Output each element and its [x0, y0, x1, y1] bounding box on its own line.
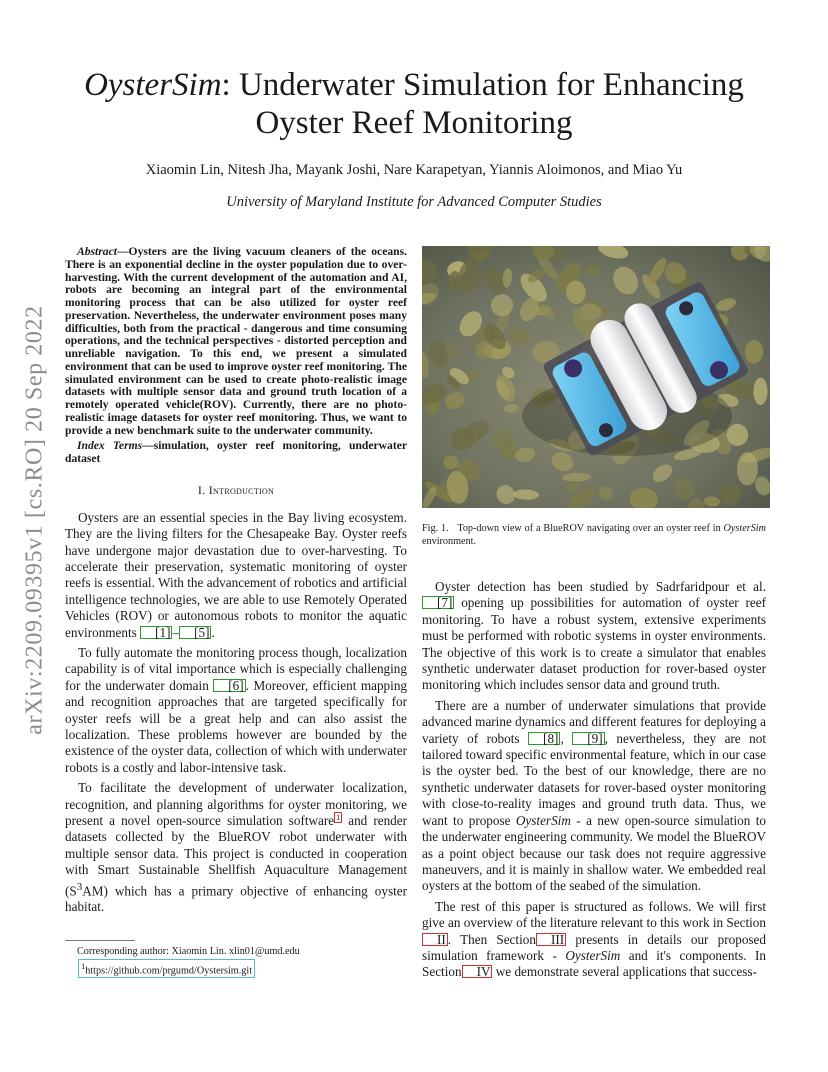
right-paragraph-1	[422, 579, 766, 694]
intro-p1-dash: –	[172, 624, 180, 640]
section-heading-introduction: I. Introduction	[197, 482, 275, 497]
intro-p1-end: .	[211, 624, 215, 640]
figure-caption-text: Top-down view of a BlueROV navigating over an oyster reef in	[457, 523, 724, 534]
intro-p2-text-end: . Moreover, efficient mapping and recognition approaches that are targeted specifically for oyster reefs will be a great help and can also assist the localization. These problems however are bounded by the existence of the oyster data, collection of which with underwater robots is a costly and labor-intensive task.	[65, 677, 408, 775]
right-p2-text-mid: , nevertheless, they are not tailored toward specific environmental feature, which in our case is the oyster bed. To the best of our knowledge, there are no synthetic underwater datasets for rover-based oyster monitoring with close-to-reality images and ground truth data. Thus, we want to propose	[422, 730, 767, 828]
footnote-url-mark: 1	[81, 961, 86, 971]
right-p3-text-d: and it's components. In Section	[422, 947, 767, 980]
abstract	[65, 246, 407, 437]
citation-7[interactable]: [7]	[422, 596, 454, 609]
right-p2-italic: OysterSim	[515, 812, 571, 828]
figure-caption-italic: OysterSim	[723, 523, 766, 534]
abstract-lead: Abstract	[77, 245, 117, 258]
citation-9[interactable]: [9]	[572, 732, 604, 745]
citation-5[interactable]: [5]	[179, 626, 211, 639]
intro-p3-text-mid: and render datasets collected by the BlueROV robot underwater with multiple sensor data. This project is conducted in cooperation with Smart Sustainable Shellfish Aquaculture Management (S	[65, 813, 408, 899]
right-column	[422, 579, 766, 985]
right-p2-text: There are a number of underwater simulations that provide advanced marine dynamics and different features for deploying a variety of robots	[422, 697, 766, 746]
right-p3-text: The rest of this paper is structured as follows. We will first give an overview of the literature relevant to this work in Section	[422, 898, 766, 931]
index-terms-text: —simulation, oyster reef monitoring, underwater dataset	[65, 439, 407, 465]
right-paragraph-3	[422, 899, 766, 981]
section-ref-iii[interactable]: III	[536, 933, 566, 946]
right-p3-text-b: . Then Section	[447, 931, 536, 947]
index-terms-lead: Index Terms	[77, 439, 143, 453]
oyster-shell	[753, 378, 767, 406]
right-p2-sep: ,	[560, 730, 573, 746]
intro-p3-text-end: AM) which has a primary objective of enhancing oyster habitat.	[65, 883, 407, 915]
intro-paragraph-1	[65, 510, 407, 641]
title-italic: OysterSim	[84, 67, 222, 103]
figure-rov-oyster-reef	[422, 246, 770, 508]
intro-p2-text: To fully automate the monitoring process though, localization capability is of vital importance which is especially challenging for the underwater domain	[65, 645, 407, 693]
rov-render-image	[422, 246, 770, 508]
figure-caption	[422, 522, 766, 548]
intro-p3-text: To facilitate the development of underwater localization, recognition, and planning algorithms for oyster monitoring, we present a novel open-source simulation software	[65, 780, 407, 829]
title-rest: : Underwater Simulation for Enhancing Oyster Reef Monitoring	[221, 67, 744, 141]
citation-6[interactable]: [6]	[213, 679, 245, 692]
index-terms	[65, 440, 407, 466]
right-p1-text-end: opening up possibilities for automation of oyster reef monitoring. To have a robust system, extensive experiments must be performed with robotic systems in oyster environments. The objective of this work is to create a simulator that enables synthetic underwater dataset production for rover-based oyster monitoring which includes sensor data and ground truth.	[422, 595, 766, 693]
affiliation: University of Maryland Institute for Advanced Computer Studies	[226, 194, 602, 210]
right-p1-text: Oyster detection has been studied by Sadrfaridpour et al.	[435, 579, 766, 594]
arxiv-identifier	[20, 285, 50, 755]
footnote-rule	[65, 940, 135, 941]
footnote-corresponding-author: Corresponding author: Xiaomin Lin. xlin01@umd.edu	[77, 946, 300, 957]
abstract-text: —Oysters are the living vacuum cleaners of the oceans. There is an exponential decline in the oyster population due to over-harvesting. With the current development of the automation and AI, robots are becoming an integral part of the environmental monitoring process that can be also utilized for oyster reef preservation. Nevertheless, the underwater environment poses many difficulties, both from the practical - dangerous and time consuming operations, and the technical perspectives - distorted perception and unreliable navigation. To this end, we present a simulated environment that can be used to improve oyster reef monitoring. The simulated environment can be used to create photo-realistic image datasets with multiple sensor data and ground truth location of a remotely operated vehicle(ROV). Currently, there are no photo-realistic image datasets for oyster reef monitoring. Thus, we want to provide a new benchmark suite to the underwater community.	[65, 245, 407, 437]
paper-title	[60, 66, 768, 142]
citation-1[interactable]: [1]	[140, 626, 172, 639]
right-p3-italic: OysterSim	[565, 947, 621, 963]
intro-p1-text: Oysters are an essential species in the Bay living ecosystem. They are the living filters for the Chesapeake Bay. Oyster reefs have undergone major devastation due to over-harvesting. To accelerate their preservation, systematic monitoring of oyster reefs is essential. With the advancement of robotics and artificial intelligence technologies, we are able to use Remotely Operated Vehicles (ROV) or autonomous robots to monitor the aquatic environments	[65, 509, 407, 640]
superscript-3: 3	[76, 880, 83, 893]
section-ref-ii[interactable]: II	[422, 933, 448, 946]
right-p3-text-end: we demonstrate several applications that success-	[492, 964, 757, 980]
authors: Xiaomin Lin, Nitesh Jha, Mayank Joshi, Nare Karapetyan, Yiannis Aloimonos, and Miao Yu	[145, 162, 683, 178]
section-ref-iv[interactable]: IV	[462, 965, 493, 978]
left-column	[65, 246, 407, 920]
intro-paragraph-2	[65, 645, 407, 776]
arxiv-identifier-text: arXiv:2209.09395v1 [cs.RO] 20 Sep 2022	[21, 305, 48, 735]
right-p2-text-end: - a new open-source simulation to the underwater engineering community. We model the BlueROV as a point object because our task does not require aggressive maneuvers, and it is mainly in shallow water. We embedded real oysters at the bottom of the seabed of the simulation.	[422, 812, 766, 894]
right-paragraph-2	[422, 698, 766, 895]
citation-8[interactable]: [8]	[528, 732, 560, 745]
figure-caption-end: environment.	[422, 536, 477, 547]
footnote-url[interactable]	[78, 959, 255, 978]
footnote-ref-1[interactable]: 1	[336, 812, 341, 822]
figure-caption-label: Fig. 1.	[422, 523, 449, 534]
intro-paragraph-3	[65, 780, 407, 916]
right-p3-text-c: presents in details our proposed simulation framework -	[422, 931, 766, 963]
footnote-url-text[interactable]: https://github.com/prgumd/Oystersim.git	[85, 965, 253, 977]
